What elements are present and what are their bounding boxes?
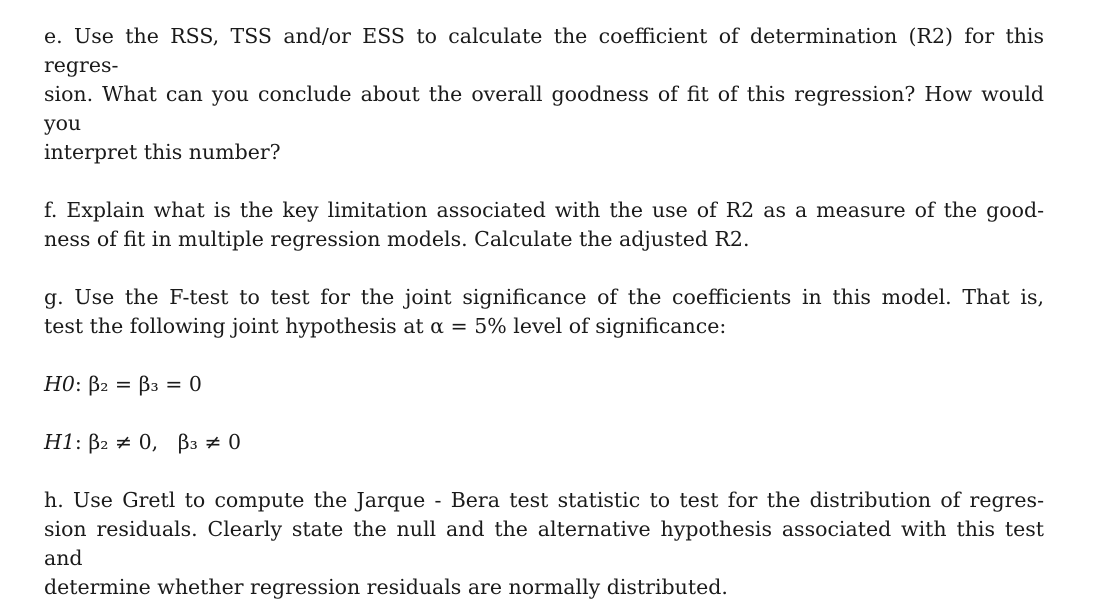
question-h-line-2: sion residuals. Clearly state the null and the alternative hypothesis associated with this test and — [44, 517, 1044, 570]
question-h-line-1: h. Use Gretl to compute the Jarque - Bera test statistic to test for the distribution of regres- — [44, 488, 1044, 512]
question-e-line-1: e. Use the RSS, TSS and/or ESS to calculate the coefficient of determination (R2) for this regres- — [44, 24, 1044, 77]
document-body — [44, 22, 1044, 602]
null-hypothesis-expression: : β₂ = β₃ = 0 — [74, 372, 202, 396]
question-f-line-1: f. Explain what is the key limitation associated with the use of R2 as a measure of the good- — [44, 198, 1044, 222]
question-h — [44, 486, 1044, 602]
null-hypothesis-label: H0 — [44, 372, 75, 396]
alternative-hypothesis-expression: : β₂ ≠ 0, β₃ ≠ 0 — [74, 430, 242, 454]
question-f-line-2: ness of fit in multiple regression models. Calculate the adjusted R2. — [44, 227, 750, 251]
question-g-line-1: g. Use the F-test to test for the joint significance of the coefficients in this model. That is, — [44, 285, 1044, 309]
alternative-hypothesis-label: H1 — [44, 430, 75, 454]
question-f — [44, 196, 1044, 254]
question-e-line-2: sion. What can you conclude about the overall goodness of fit of this regression? How would you — [44, 82, 1044, 135]
question-g-line-2: test the following joint hypothesis at α = 5% level of significance: — [44, 314, 727, 338]
alternative-hypothesis — [44, 428, 1044, 457]
question-e — [44, 22, 1044, 167]
null-hypothesis — [44, 370, 1044, 399]
question-h-line-3: determine whether regression residuals are normally distributed. — [44, 575, 728, 599]
question-e-line-3: interpret this number? — [44, 140, 281, 164]
question-g — [44, 283, 1044, 341]
